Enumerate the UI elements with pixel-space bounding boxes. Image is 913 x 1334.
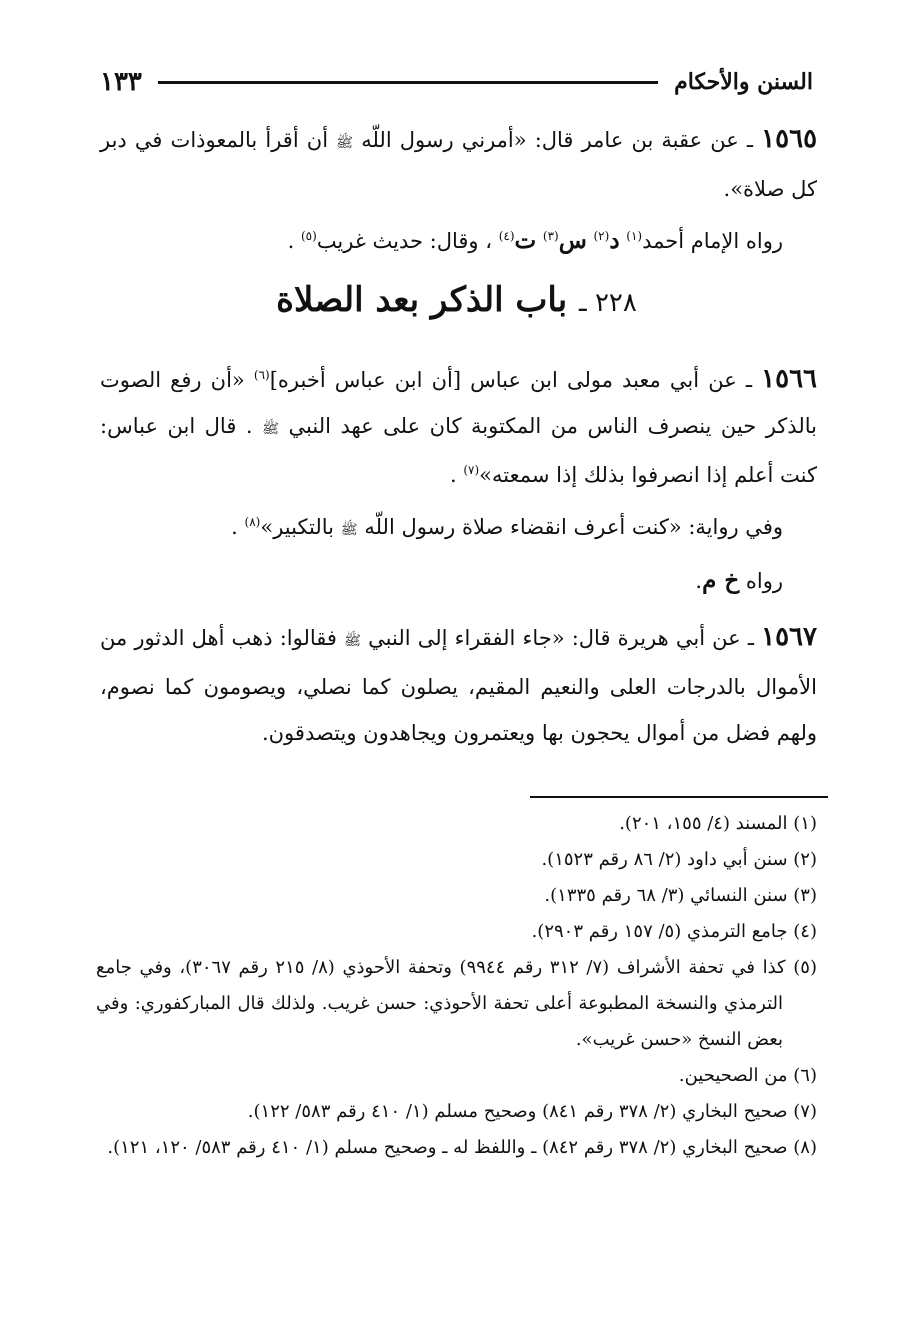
footnote-ref: (٨)	[244, 515, 261, 529]
footnote-ref: (٣)	[542, 229, 559, 243]
hadith-text: . قال ابن عباس: كنت أعلم إذا انصرفوا بذلك إذا سمعته»	[100, 414, 817, 487]
hadith-text: ـ عن عقبة بن عامر قال: «أمرني رسول اللّه	[361, 128, 754, 152]
hadith-1566-variant	[100, 504, 783, 553]
variant-text: وفي رواية: «كنت أعرف انقضاء صلاة رسول اللّه	[364, 515, 783, 539]
attribution-text: .	[695, 569, 703, 593]
footnote-ref: (٥)	[300, 229, 317, 243]
footnote-ref: (٧)	[463, 463, 480, 477]
source-symbol: خ م	[702, 567, 740, 594]
header-rule	[158, 81, 658, 84]
footnotes-list	[96, 806, 817, 1166]
salla-glyph: ﷺ	[262, 421, 279, 437]
footnote-item: (٥) كذا في تحفة الأشراف (٧/ ٣١٢ رقم ٩٩٤٤) وتحفة الأحوذي (٨/ ٢١٥ رقم ٣٠٦٧)، وفي جامع الترمذي والنسخة المطبوعة أعلى تحفة الأحوذي: حسن غريب. ولذلك قال المباركفوري: وفي بعض النسخ «حسن غريب».	[96, 957, 817, 1050]
hadith-number: ١٥٦٥	[761, 124, 818, 154]
chapter-number: ٢٢٨ ـ	[579, 288, 637, 318]
attribution-text: ، وقال: حديث غريب	[316, 229, 493, 253]
footnote-ref: (٢)	[593, 229, 610, 243]
attribution-text: رواه الإمام أحمد	[642, 229, 783, 253]
hadith-text: .	[449, 463, 457, 487]
source-symbol: د	[609, 227, 620, 254]
hadith-text: أن أقرأ بالمعوذات في دبر كل صلاة».	[100, 128, 817, 201]
hadith-1565-attribution	[100, 218, 783, 264]
variant-text: .	[231, 515, 238, 539]
hadith-number: ١٥٦٧	[761, 622, 817, 652]
hadith-1567	[100, 614, 817, 756]
salla-glyph: ﷺ	[336, 135, 354, 151]
running-title: السنن والأحكام	[674, 69, 813, 95]
hadith-1566	[100, 356, 817, 498]
footnote-item: (٢) سنن أبي داود (٢/ ٨٦ رقم ١٥٢٣).	[541, 849, 817, 870]
chapter-title: باب الذكر بعد الصلاة	[276, 280, 568, 320]
footnote-ref: (٦)	[253, 368, 270, 382]
running-header	[100, 62, 813, 102]
attribution-text: .	[287, 229, 295, 253]
footnote-ref: (٤)	[498, 229, 515, 243]
chapter-heading	[100, 276, 813, 327]
hadith-1566-attribution	[100, 558, 783, 604]
hadith-1565	[100, 116, 817, 212]
source-symbol: ت	[514, 227, 537, 254]
footnote-item: (٤) جامع الترمذي (٥/ ١٥٧ رقم ٢٩٠٣).	[531, 921, 817, 942]
source-symbol: س	[558, 227, 587, 254]
salla-glyph: ﷺ	[340, 522, 358, 538]
footnote-item: (١) المسند (٤/ ١٥٥، ٢٠١).	[619, 813, 817, 834]
variant-text: بالتكبير»	[260, 515, 335, 539]
footnote-item: (٧) صحيح البخاري (٢/ ٣٧٨ رقم ٨٤١) وصحيح مسلم (١/ ٤١٠ رقم ٥٨٣/ ١٢٢).	[247, 1101, 817, 1122]
attribution-text: رواه	[745, 569, 783, 593]
footnote-item: (٣) سنن النسائي (٣/ ٦٨ رقم ١٣٣٥).	[544, 885, 817, 906]
footnote-separator	[530, 796, 828, 798]
hadith-number: ١٥٦٦	[761, 364, 817, 394]
page-number: ١٣٣	[100, 67, 142, 97]
salla-glyph: ﷺ	[344, 633, 362, 649]
hadith-text: ـ عن أبي معبد مولى ابن عباس [أن ابن عباس أخبره]	[269, 368, 753, 392]
footnote-item: (٦) من الصحيحين.	[678, 1065, 817, 1086]
footnote-item: (٨) صحيح البخاري (٢/ ٣٧٨ رقم ٨٤٢) ـ واللفظ له ـ وصحيح مسلم (١/ ٤١٠ رقم ٥٨٣/ ١٢٠، ١٢١).	[107, 1137, 817, 1158]
hadith-text: فقالوا: ذهب أهل الدثور من الأموال بالدرجات العلى والنعيم المقيم، يصلون كما نصلي، ويصومون كما نصوم، ولهم فضل من أموال يحجون بها ويعتمرون ويجاهدون ويتصدقون.	[100, 626, 817, 745]
footnote-ref: (١)	[626, 229, 643, 243]
hadith-text: «أن رفع الصوت بالذكر حين ينصرف الناس من المكتوبة كان على عهد النبي	[100, 368, 817, 438]
hadith-text: ـ عن أبي هريرة قال: «جاء الفقراء إلى النبي	[368, 626, 754, 650]
